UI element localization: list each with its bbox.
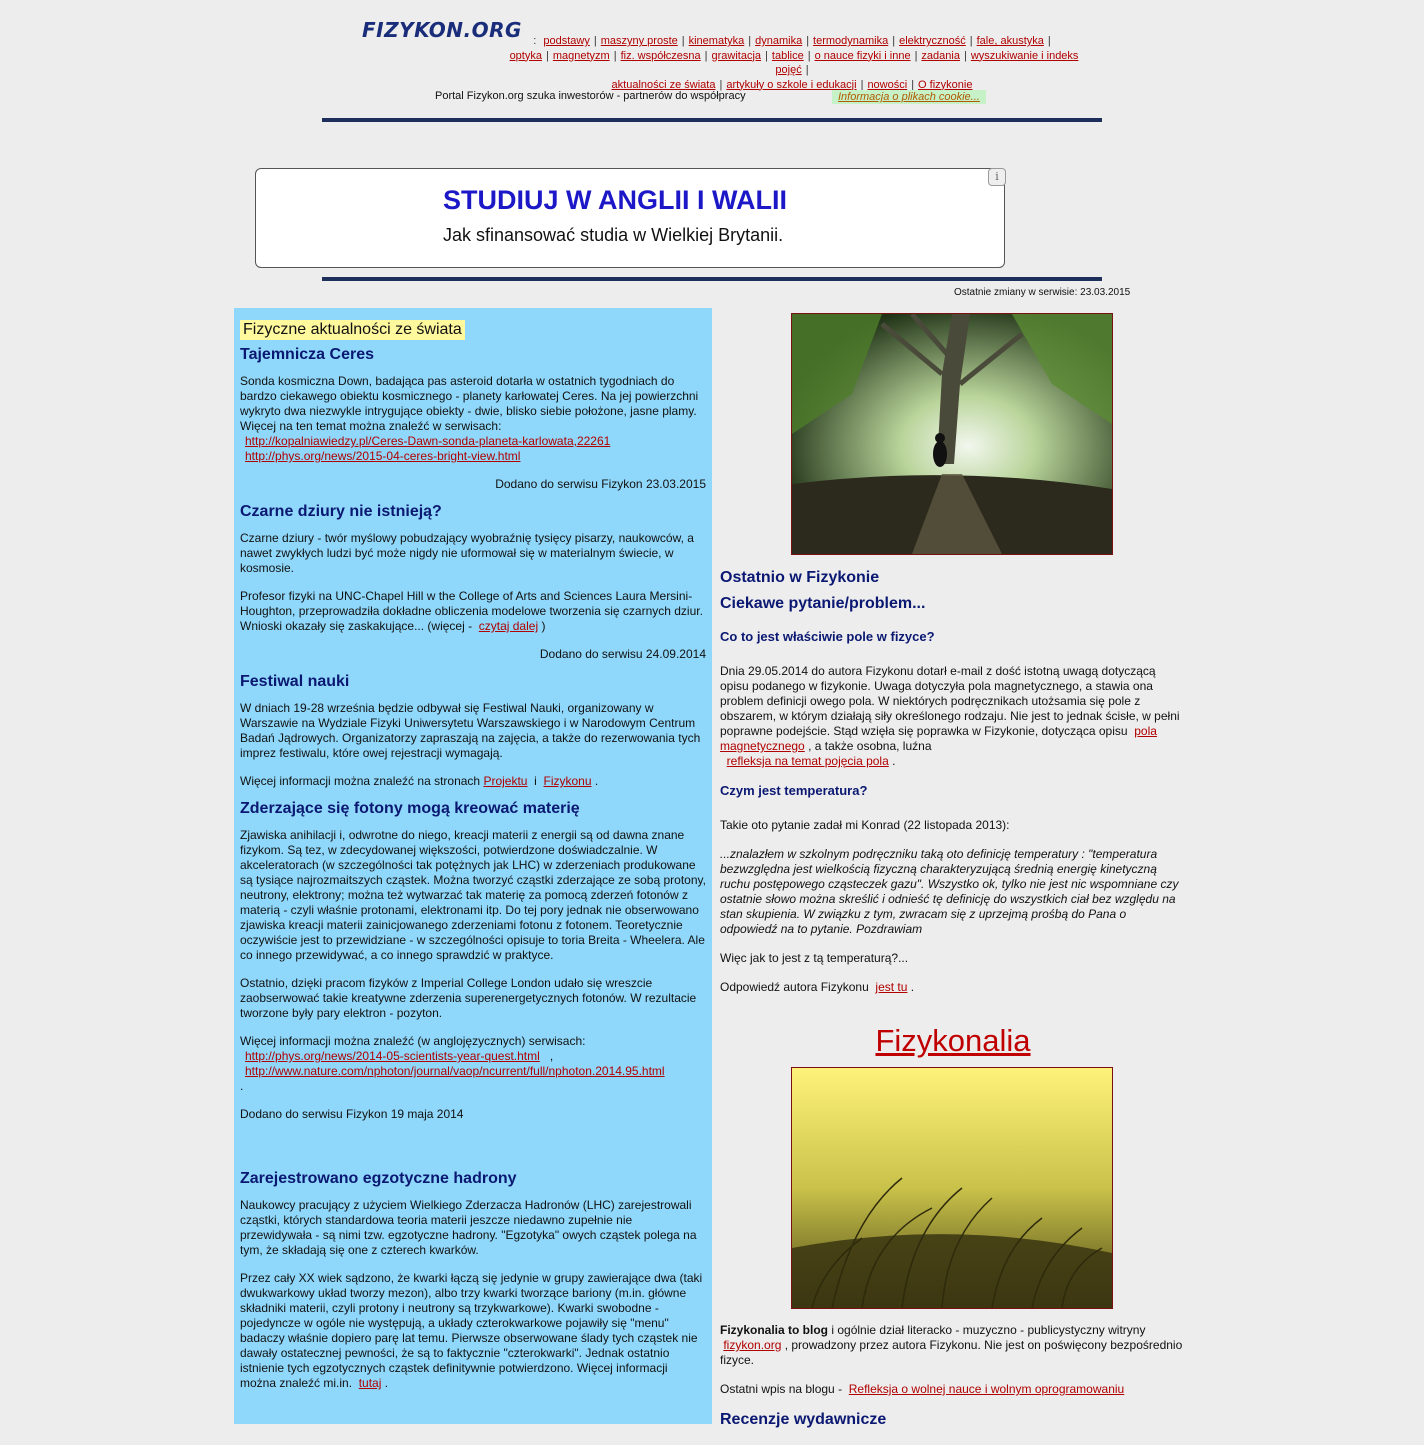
temperature-dot: . [910,980,915,994]
site-logo[interactable] [362,18,522,42]
temperature-quote: ...znalazłem w szkolnym podręczniku taką oto definicję temperatury : "temperatura bezwzględna jest wielkością fizyczną charakteryzującą średnią energię kinetyczną ruchu postępowego cząsteczek gazu". Wszystko ok, tylko nie jest nic wspomniane czy ostatnie słowo można skreślić i odnieść tę definicję do wszystkich ciał bez względu na stan skupienia. W związku z tym, zwracam się z uprzejmą prośbą do Pana o odpowiedź na to pytanie. Pozdrawiam [720,847,1179,936]
ad-subtitle[interactable]: Jak sfinansować studia w Wielkiej Brytanii. [443,225,784,245]
nav-separator: | [1047,35,1051,47]
ad-title[interactable]: STUDIUJ W ANGLII I WALII [443,185,787,215]
ceres-link-physorg[interactable]: http://phys.org/news/2015-04-ceres-bright-view.html [245,449,521,463]
cookie-info [832,90,986,104]
festival-link-projektu[interactable]: Projektu [483,774,528,788]
festival-more-info [240,774,706,789]
article-text-photons-1: Zjawiska anihilacji i, odwrotne do niego, kreacji materii z energii są od dawna znane fizykom. Są tez, w zdecydowanej większości, potwierdzone doświadczalnie. W akceleratorach (w szczególności tak potężnych jak LHC) w zderzeniach produkowane są tysiące najrozmaitszych cząstek. Można tworzyć cząstki zderzające ze sobą protony, neutrony, elektrony; można też wytwarzać tak materię za pomocą zderzeń fotonów z materią - czyli właśnie protonami, elektronami itp. Do tej pory jednak nie obserwowano zjawiska kreacji materii zainicjowanego zderzeniami fotonu z fotonem. Teoretycznie oczywiście jest to przewidziane - w szczególności opisuje to toria Breita - Wheelera. Ale co innego przewidywać, a co innego sprawdzić w praktyce. [240,828,706,962]
news-column [234,308,712,1424]
nav-link[interactable]: dynamika [755,35,803,47]
nav-link[interactable]: nowości [867,78,908,91]
nav-link[interactable]: elektryczność [899,35,966,47]
blog-text-2: , prowadzony przez autora Fizykonu. Nie jest on poświęcony bezpośrednio fizyce. [720,1338,1183,1367]
field-link-reflection[interactable]: refleksja na temat pojęcia pola [726,754,889,768]
ad-divider [322,277,1102,281]
article-added-date: Dodano do serwisu Fizykon 23.03.2015 [495,477,706,491]
temperature-question-title: Czym jest temperatura? [720,783,868,798]
article-text-hadrons-1: Naukowcy pracujący z użyciem Wielkiego Zderzacza Hadronów (LHC) zarejestrowali cząstki, których standardowa teoria materii jeszcze niedawno zupełnie nie przewidywała - są nimi tzw. egzotyczne hadrony. "Egzotyka" owych cząstek polega na tym, że składają się one z czterech kwarków. [240,1198,697,1257]
nav-link[interactable]: maszyny proste [600,35,678,47]
nav-separator: | [593,35,597,47]
forest-photo-image [792,314,1112,554]
article-added-date: Dodano do serwisu Fizykon 19 maja 2014 [240,1107,464,1121]
nav-link[interactable]: fale, akustyka [976,35,1044,47]
field-dot: . [892,754,896,768]
article-text-blackholes-1: Czarne dziury - twór myślowy pobudzający wyobraźnię tysięcy pisarzy, naukowców, a nawet zwykłych ludzi być może nigdy nie uformował się w materialnym świecie, w kosmosie. [240,531,694,575]
temperature-answer-text: Odpowiedź autora Fizykonu [720,980,869,994]
nav-link[interactable]: optyka [509,49,542,62]
last-change-date: Ostatnie zmiany w serwisie: 23.03.2015 [954,287,1131,298]
blog-description [720,1323,1186,1368]
nav-separator: | [805,64,809,76]
main-nav [502,34,1082,92]
nav-link[interactable]: zadania [921,49,960,62]
nav-separator: | [806,35,810,47]
nav-separator: | [681,35,685,47]
nav-link[interactable]: podstawy [543,35,590,47]
news-section-badge: Fizyczne aktualności ze świata [240,320,465,340]
hadrons-link-tutaj[interactable]: tutaj [358,1376,382,1390]
article-text-photons-2: Ostatnio, dzięki pracom fizyków z Imperial College London udało się wreszcie zaobserwować takie kreatywne zderzenia superenergetycznych fotonów. W rezultacie tworzone były pary elektron - pozyton. [240,976,697,1020]
nav-separator: | [963,49,967,62]
field-middle-text: , a także osobna, luźna [808,739,932,753]
festival-and: i [534,774,537,788]
ad-info-icon[interactable]: i [988,168,1006,186]
temperature-intro: Takie oto pytanie zadał mi Konrad (22 listopada 2013): [720,818,1010,832]
photons-more-text: Więcej informacji można znaleźć (w anglojęzycznych) serwisach: [240,1034,586,1048]
nav-link[interactable]: o nauce fizyki i inne [814,49,911,62]
advertisement-banner[interactable] [255,168,1005,268]
article-title-photons: Zderzające się fotony mogą kreować materię [240,800,580,817]
festival-dot: . [594,774,599,788]
blackholes-text-end: ) [541,619,546,633]
fizykonalia-heading [720,1023,1186,1059]
fizykonalia-link[interactable]: Fizykonalia [875,1023,1031,1058]
article-title-festival: Festiwal nauki [240,673,350,690]
photons-link-physorg[interactable]: http://phys.org/news/2014-05-scientists-year-quest.html [245,1049,540,1063]
article-title-hadrons: Zarejestrowano egzotyczne hadrony [240,1170,517,1187]
nav-link[interactable]: O fizykonie [918,78,973,91]
article-text-hadrons-2 [240,1271,706,1391]
nav-link[interactable]: kinematyka [688,35,745,47]
grass-photo [791,1067,1113,1309]
blog-bold: Fizykonalia to blog [720,1323,829,1337]
article-title-blackholes: Czarne dziury nie istnieją? [240,503,442,520]
festival-more-text: Więcej informacji można znaleźć na stronach [240,774,481,788]
nav-separator: | [704,49,708,62]
reviews-title: Recenzje wydawnicze [720,1411,887,1428]
nav-separator: | [613,49,617,62]
article-text-ceres: Sonda kosmiczna Down, badająca pas asteroid dotarła w ostatnich tygodniach do bardzo ciekawego obiektu kosmicznego - planety karłowatej Ceres. Na jej powierzchni wykryto dwa niezwykle intrygujące obiekty - dwie, blisko siebie położone, jasne plamy. Więcej na ten temat można znaleźć w serwisach: [240,374,699,433]
article-added-date: Dodano do serwisu 24.09.2014 [539,647,706,661]
hadrons-dot: . [384,1376,389,1390]
nav-separator: : [533,35,540,47]
nav-link[interactable]: magnetyzm [552,49,610,62]
hadrons-text: Przez cały XX wiek sądzono, że kwarki łączą się jedynie w grupy zawierające dwa (taki dwukwarkowy układ tworzy mezon), albo trzy kwarki tworzące bariony (m.in. główne składniki materii, czyli protony i neutrony są trzykwarkowe). Kwarki swobodne - pojedyncze w ogóle nie występują, a układy czterokwarkowe pojawiły się "menu" badaczy właśnie dopiero parę lat temu. Pierwsze obserwowane ślady tych cząstek nie dawały ostatecznej pewności, że są to faktycznie "czterokwarki". Jednak ostatnio istnienie tych egzotycznych cząstek definitywnie potwierdzono. Więcej informacji można znaleźć mi.in. [240,1271,703,1390]
nav-separator: | [545,49,549,62]
blog-last-entry-link[interactable]: Refleksja o wolnej nauce i wolnym oprogramowaniu [848,1382,1125,1396]
nav-separator: | [765,49,768,62]
nav-link[interactable]: wyszukiwanie i indeks pojęć [775,49,1079,76]
header-divider [322,118,1102,122]
nav-link[interactable]: artykuły o szkole i edukacji [726,78,857,91]
field-question-text [720,664,1186,769]
logo-text: FIZYKON.ORG [362,18,522,42]
nav-separator: | [860,78,864,91]
forest-photo [791,313,1113,555]
investor-notice: Portal Fizykon.org szuka inwestorów - partnerów do współpracy [435,90,746,102]
field-question-title: Co to jest właściwie pole w fizyce? [720,629,935,644]
photons-link-nature[interactable]: http://www.nature.com/nphoton/journal/vaop/ncurrent/full/nphoton.2014.95.html [245,1064,665,1078]
nav-separator: | [892,35,896,47]
photons-comma: , [549,1049,554,1063]
field-text: Dnia 29.05.2014 do autora Fizykonu dotarł e-mail z dość istotną uwagą dotyczącą opisu podanego w fizykonie. Uwaga dotyczyła pola magnetycznego, a stawia ona problem definicji owego pola. W niektórych podręcznikach utożsamia się pole z obszarem, w którym działają siły określonego rodzaju. Nie jest to jednak ścisłe, w pełni poprawne podejście. Stąd wzięła się poprawka w Fizykonie, dotycząca opisu [720,664,1180,738]
nav-link[interactable]: termodynamika [813,35,889,47]
nav-separator: | [911,78,915,91]
blog-text: i ogólnie dział literacko - muzyczno - publicystyczny witryny [831,1323,1146,1337]
cookie-info-link[interactable]: Informacja o plikach cookie... [838,91,980,103]
photons-dot: . [240,1079,244,1093]
question-title: Ciekawe pytanie/problem... [720,595,926,612]
nav-link[interactable]: grawitacja [711,49,762,62]
blog-last-entry-text: Ostatni wpis na blogu - [720,1382,843,1396]
grass-photo-image [792,1068,1112,1308]
blackholes-text: Profesor fizyki na UNC-Chapel Hill w the College of Arts and Sciences Laura Mersini-Houghton, przeprowadziła dokładne obliczenia modelowe tworzenia się czarnych dziur. Wnioski okazały się zaskakujące... (więcej - [240,589,703,633]
blog-site-link[interactable]: fizykon.org [723,1338,782,1352]
festival-link-fizykonu[interactable]: Fizykonu [543,774,592,788]
temperature-question: Więc jak to jest z tą temperaturą?... [720,951,909,965]
blog-last-entry [720,1382,1186,1397]
recent-title: Ostatnio w Fizykonie [720,569,880,586]
article-text-blackholes-2 [240,589,706,634]
ceres-link-kopalniawiedzy[interactable]: http://kopalniawiedzy.pl/Ceres-Dawn-sonda-planeta-karlowata,22261 [245,434,611,448]
article-title-ceres: Tajemnicza Ceres [240,346,374,363]
nav-link[interactable]: tablice [771,49,804,62]
blackholes-read-more-link[interactable]: czytaj dalej [478,619,539,633]
field-link-magnetic[interactable]: pola magnetycznego [720,724,1157,753]
temperature-answer-link[interactable]: jest tu [875,980,908,994]
nav-link[interactable]: aktualności ze świata [611,78,716,91]
nav-separator: | [719,78,723,91]
sidebar-column [720,313,1186,1445]
temperature-answer [720,980,1186,995]
nav-separator: | [748,35,752,47]
nav-separator: | [969,35,973,47]
nav-separator: | [807,49,811,62]
nav-separator: | [914,49,918,62]
nav-link[interactable]: fiz. współczesna [620,49,701,62]
article-text-festival: W dniach 19-28 września będzie odbywał się Festiwal Nauki, organizowany w Warszawie na Wydziale Fizyki Uniwersytetu Warszawskiego i w Narodowym Centrum Badań Jądrowych. Organizatorzy zapraszają na zajęcia, a także do rezerwowania tych imprez festiwalu, które owej rejestracji wymagają. [240,701,701,760]
